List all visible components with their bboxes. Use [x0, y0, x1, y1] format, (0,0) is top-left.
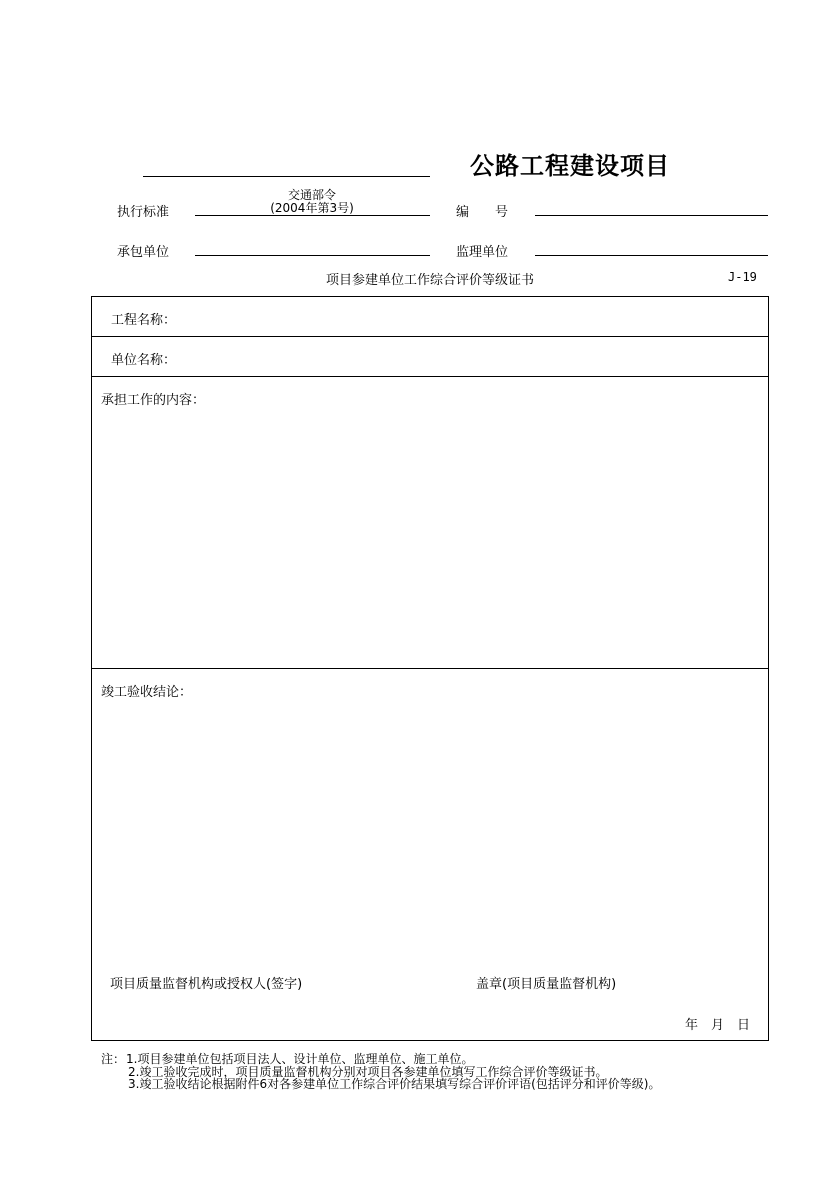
- date-label: 年 月 日: [685, 1018, 751, 1033]
- unit-name-label: 单位名称：: [111, 353, 177, 368]
- standard-value-line1: 交通部令: [287, 188, 336, 202]
- project-name-label: 工程名称：: [111, 313, 177, 328]
- standard-label: 执行标准: [117, 205, 170, 220]
- row-divider-1: [91, 336, 769, 337]
- page-title: 公路工程建设项目: [470, 152, 670, 180]
- note-item-1: 1.项目参建单位包括项目法人、设计单位、监理单位、施工单位。: [126, 1052, 474, 1066]
- work-content-label: 承担工作的内容：: [101, 393, 206, 408]
- row-divider-3: [91, 668, 769, 669]
- contractor-label: 承包单位: [117, 245, 170, 260]
- standard-value-line2: (2004年第3号): [270, 201, 354, 215]
- project-name-field[interactable]: [180, 300, 765, 334]
- form-subtitle: 项目参建单位工作综合评价等级证书: [326, 273, 535, 288]
- supervisor-label: 监理单位: [456, 245, 509, 260]
- title-blank-line: [143, 176, 430, 177]
- number-field[interactable]: [535, 215, 768, 216]
- standard-field-line: [195, 215, 430, 216]
- row-divider-2: [91, 376, 769, 377]
- signer-label: 项目质量监督机构或授权人(签字): [110, 977, 303, 992]
- notes-prefix: 注：: [101, 1052, 126, 1066]
- acceptance-field[interactable]: [95, 700, 765, 960]
- seal-label: 盖章(项目质量监督机构): [476, 977, 617, 992]
- acceptance-label: 竣工验收结论：: [101, 685, 193, 700]
- unit-name-field[interactable]: [180, 340, 765, 374]
- supervisor-field[interactable]: [535, 255, 768, 256]
- number-label: 编 号: [456, 205, 509, 220]
- contractor-field[interactable]: [195, 255, 430, 256]
- form-code: J-19: [728, 270, 757, 284]
- note-item-3: 3.竣工验收结论根据附件6对各参建单位工作综合评价结果填写综合评价评语(包括评分和评价等级)。: [128, 1077, 661, 1091]
- standard-value: [196, 189, 428, 215]
- note-item-2: 2.竣工验收完成时，项目质量监督机构分别对项目各参建单位填写工作综合评价等级证书。: [128, 1065, 608, 1079]
- work-content-field[interactable]: [95, 408, 765, 664]
